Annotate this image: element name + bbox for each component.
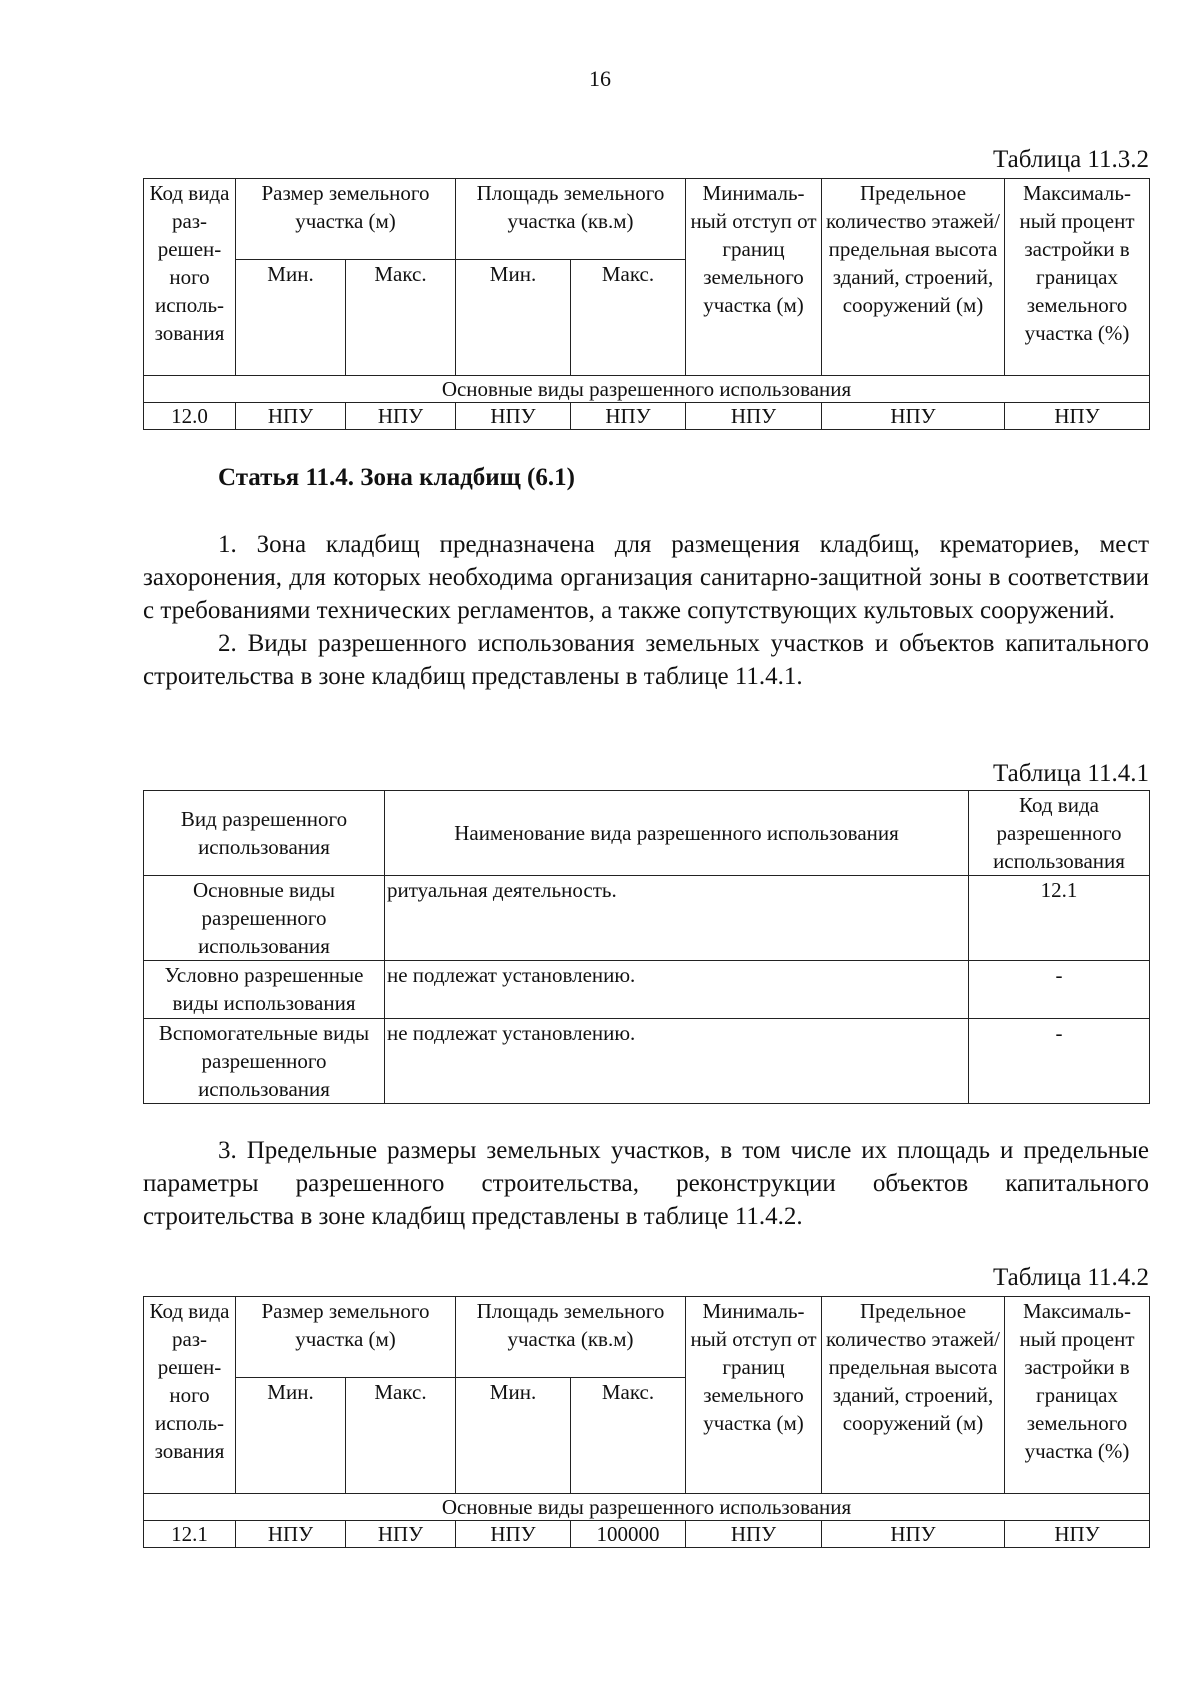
table-11-4-2-caption: Таблица 11.4.2: [993, 1264, 1149, 1291]
header-area-max: Макс.: [571, 260, 686, 376]
header-code: Код вида разрешенного использования: [969, 791, 1150, 876]
header-size-min: Мин.: [236, 260, 346, 376]
cell: НПУ: [236, 403, 346, 430]
header-floors: Предельное количество этажей/ предельная высота зданий, строений, сооружений (м): [822, 179, 1005, 376]
paragraph-2: 2. Виды разрешенного использования земельных участков и объектов капитального строительства в зоне кладбищ представлены в таблице 11.4.1.: [143, 630, 1149, 690]
paragraph-block-1: [143, 528, 1149, 693]
table-row: [144, 1019, 1150, 1104]
header-max-percent: Максималь-ный процент застройки в границах земельного участка (%): [1005, 1297, 1150, 1494]
header-code: Код вида раз-решен-ного исполь-зования: [144, 1297, 236, 1494]
header-name: Наименование вида разрешенного использования: [385, 791, 969, 876]
header-area-min: Мин.: [456, 260, 571, 376]
cell: НПУ: [1005, 403, 1150, 430]
table-row: [144, 876, 1150, 961]
cell: 12.0: [144, 403, 236, 430]
cell: НПУ: [822, 403, 1005, 430]
header-area-max: Макс.: [571, 1378, 686, 1494]
header-size: Размер земельного участка (м): [236, 1297, 456, 1378]
cell: НПУ: [456, 403, 571, 430]
cell: 100000: [571, 1521, 686, 1548]
row-name: не подлежат установлению.: [385, 961, 969, 1019]
header-area: Площадь земельного участка (кв.м): [456, 179, 686, 260]
row-code: 12.1: [969, 876, 1150, 961]
row-name: не подлежат установлению.: [385, 1019, 969, 1104]
cell: НПУ: [236, 1521, 346, 1548]
section-label: Основные виды разрешенного использования: [144, 376, 1150, 403]
cell: НПУ: [346, 403, 456, 430]
header-type: Вид разрешенного использования: [144, 791, 385, 876]
row-code: -: [969, 961, 1150, 1019]
row-name: ритуальная деятельность.: [385, 876, 969, 961]
header-size-min: Мин.: [236, 1378, 346, 1494]
cell: НПУ: [346, 1521, 456, 1548]
header-size-max: Макс.: [346, 260, 456, 376]
cell: НПУ: [571, 403, 686, 430]
table-11-4-2: [143, 1296, 1150, 1548]
cell: НПУ: [822, 1521, 1005, 1548]
paragraph-block-2: [143, 1134, 1149, 1233]
header-code: Код вида раз-решен-ного исполь-зования: [144, 179, 236, 376]
table-row: [144, 961, 1150, 1019]
cell: 12.1: [144, 1521, 236, 1548]
article-heading: Статья 11.4. Зона кладбищ (6.1): [218, 464, 575, 491]
row-type: Основные виды разрешенного использования: [144, 876, 385, 961]
header-area: Площадь земельного участка (кв.м): [456, 1297, 686, 1378]
paragraph-1: 1. Зона кладбищ предназначена для размещения кладбищ, крематориев, мест захоронения, для которых необходима организация санитарно-защитной зоны в соответствии с требованиями технических регламентов, а также сопутствующих культовых сооружений.: [143, 531, 1149, 624]
row-type: Условно разрешенные виды использования: [144, 961, 385, 1019]
header-size: Размер земельного участка (м): [236, 179, 456, 260]
header-floors: Предельное количество этажей/ предельная высота зданий, строений, сооружений (м): [822, 1297, 1005, 1494]
table-11-4-1-caption: Таблица 11.4.1: [993, 760, 1149, 787]
cell: НПУ: [456, 1521, 571, 1548]
header-size-max: Макс.: [346, 1378, 456, 1494]
header-min-offset: Минималь-ный отступ от границ земельного участка (м): [686, 1297, 822, 1494]
row-type: Вспомогательные виды разрешенного использования: [144, 1019, 385, 1104]
paragraph-3: 3. Предельные размеры земельных участков, в том числе их площадь и предельные параметры разрешенного строительства, реконструкции объектов капитального строительства в зоне кладбищ представлены в таблице 11.4.2.: [143, 1137, 1149, 1230]
table-11-3-2: [143, 178, 1150, 430]
page-number: 16: [589, 66, 611, 91]
cell: НПУ: [686, 403, 822, 430]
header-area-min: Мин.: [456, 1378, 571, 1494]
section-label: Основные виды разрешенного использования: [144, 1494, 1150, 1521]
cell: НПУ: [1005, 1521, 1150, 1548]
row-code: -: [969, 1019, 1150, 1104]
cell: НПУ: [686, 1521, 822, 1548]
table-11-4-1: [143, 790, 1150, 1104]
header-min-offset: Минималь-ный отступ от границ земельного участка (м): [686, 179, 822, 376]
header-max-percent: Максималь-ный процент застройки в границах земельного участка (%): [1005, 179, 1150, 376]
table-11-3-2-caption: Таблица 11.3.2: [993, 146, 1149, 173]
